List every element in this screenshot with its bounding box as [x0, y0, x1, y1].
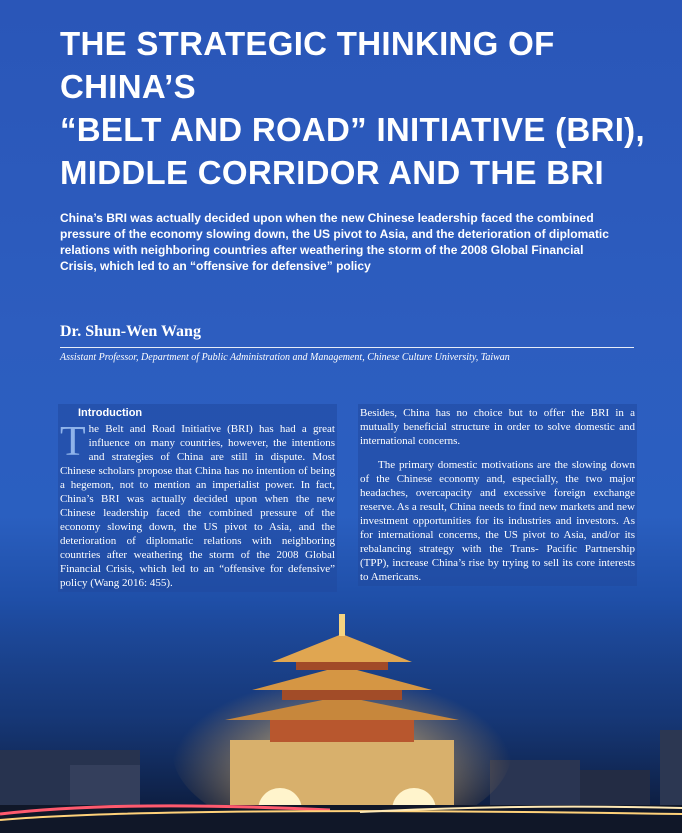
article-title	[60, 22, 660, 194]
title-line: THE STRATEGIC THINKING OF CHINA’S	[60, 25, 555, 105]
author-name: Dr. Shun-Wen Wang	[60, 323, 201, 340]
drop-cap: T	[60, 419, 86, 465]
lede-summary: China’s BRI was actually decided upon when the new Chinese leadership faced the combined pressure of the economy slowing down, the US pivot to Asia, and the deterioration of diplomatic relations with neighboring countries after weathering the storm of the 2008 Global Financial Crisis, which led to an “offensive for defensive” policy	[60, 211, 609, 273]
paragraph-text: he Belt and Road Initiative (BRI) has had a great influence on many countries, however, the intentions and strategies of China are still in dispute. Most Chinese scholars propose that China has no intention of being a hegemon, not to mention an imperialist power. In fact, China’s BRI was actually decided upon when the new Chinese leadership faced the combined pressure of the economy slowing down, the US pivot to Asia, and the deterioration of diplomatic relations with neighboring countries after weathering the storm of the 2008 Global Financial Crisis, which led to an “offensive for defensive” policy (Wang 2016: 455).	[60, 423, 335, 589]
body-column-left	[58, 404, 337, 592]
title-line: MIDDLE CORRIDOR AND THE BRI	[60, 154, 605, 191]
body-paragraph: The primary domestic motivations are the slowing down of the Chinese economy and, especially, the two major headaches, overcapacity and excessive foreign exchange reserve. As a result, China needs to find new markets and new investment opportunities for its industries and investors. As for international concerns, the US pivot to Asia, and/or its rebalancing strategy with the Trans- Pacific Partnership (TPP), increase China’s rise by trying to sell its core interests to Americans.	[360, 459, 635, 583]
author-divider	[60, 347, 634, 348]
body-paragraph	[60, 419, 335, 590]
section-heading: Introduction	[78, 407, 143, 419]
author-affiliation: Assistant Professor, Department of Public Administration and Management, Chinese Culture University, Taiwan	[60, 352, 510, 363]
bell-tower-photo	[0, 600, 682, 833]
body-paragraph: Besides, China has no choice but to offer the BRI in a mutually beneficial structure in order to solve domestic and international concerns.	[360, 407, 635, 447]
title-line: “BELT AND ROAD” INITIATIVE (BRI),	[60, 111, 645, 148]
body-column-right	[358, 404, 637, 586]
